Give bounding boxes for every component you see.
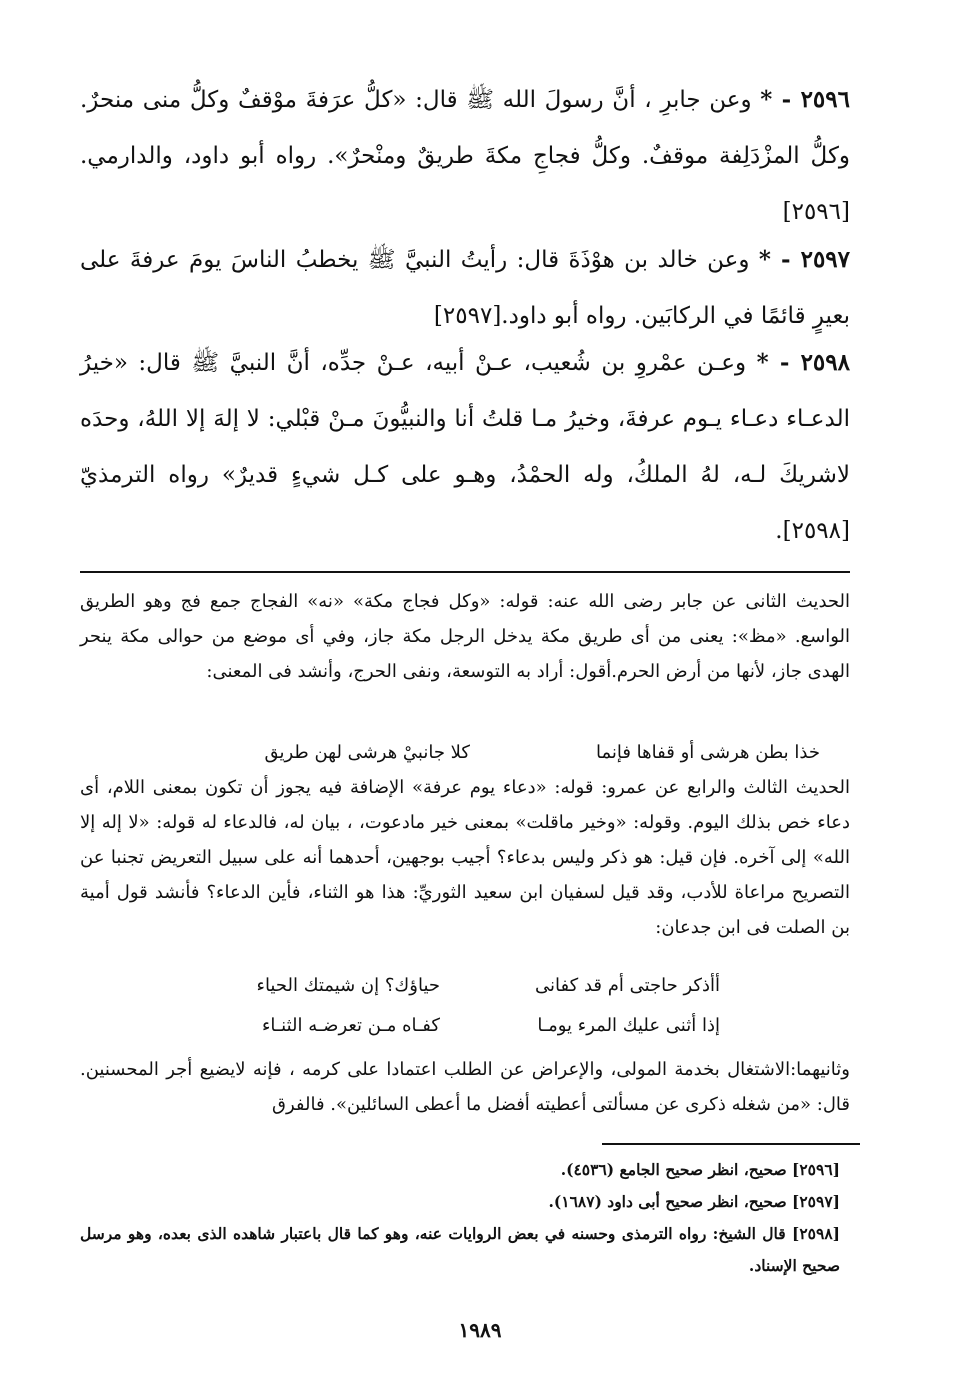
- footnote-2597: [٢٥٩٧] صحيح، انظر صحيح أبى داود (١٦٨٧).: [548, 1192, 840, 1211]
- footnote-divider: [602, 1143, 860, 1145]
- hadith-2598: [80, 335, 850, 559]
- verse-1-second-hemistich: كلا جانبيْ هرشى لهن طريق: [264, 742, 470, 763]
- hadith-text: وعن جابرِ ، أنَّ رسولَ الله ﷺ قال: «كلُّ عرَفةَ موْقفٌ وكلُّ منى منحرٌ. وكلُّ المزْدَلِفة موقفٌ. وكلُّ فجاجِ مكةَ طريقٌ ومنْحرٌ». رواه أبو داود، والدارمي.[٢٥٩٦]: [80, 87, 850, 225]
- verse-1-first-hemistich: خذا بطن هرشى أو قفاها فإنما: [595, 742, 820, 763]
- hadith-text: وعـن عمْروِ بن شُعيب، عـنْ أبيه، عـنْ جدِّه، أنَّ النبيَّ ﷺ قال: «خيرُ الدعـاء دعـاء يـوم عرفةَ، وخيرُ مـا قلتُ أنا والنبيُّونَ مـنْ قبْلي: لا إلهَ إلا اللهُ، وحدَه لاشريكَ لـه، لهُ الملكُ، وله الحمْدُ، وهـو على كـل شيءٍ قديرٌ» رواه الترمذيّ [٢٥٩٨].: [80, 350, 850, 544]
- verse-3-second-hemistich: كفـاه مـن تعرضـه الثنـاء: [261, 1015, 440, 1036]
- footnote-2598: [٢٥٩٨] قال الشيخ: رواه الترمذى وحسنه في بعض الروايات عنه، وهو كما قال باعتبار شاهده الذى بعده، وهو مرسل صحيح الإسناد.: [80, 1224, 840, 1275]
- hadith-number: ٢٥٩٨ - *: [756, 349, 850, 376]
- hadith-number: ٢٥٩٧ - *: [758, 246, 851, 273]
- hadith-2596: [80, 72, 850, 240]
- verse-2-second-hemistich: حياؤك؟ إن شيمتك الحياء: [256, 975, 440, 996]
- hadith-number: ٢٥٩٦ - *: [760, 86, 850, 113]
- verse-2-first-hemistich: أأذكر حاجتى أم قد كفانى: [535, 975, 720, 996]
- hadith-2597: [80, 232, 850, 344]
- page-number: ١٩٨٩: [458, 1318, 502, 1342]
- verse-3-first-hemistich: إذا أثنى عليك المرء يومـا: [537, 1015, 720, 1036]
- commentary-divider: [80, 571, 850, 573]
- hadith-text: وعن خالد بن هوْذَةَ قال: رأيتُ النبيَّ ﷺ يخطبُ الناسَ يومَ عرفةَ على بعيرٍ قائمًا في الركابَين. رواه أبو داود.[٢٥٩٧]: [80, 247, 850, 329]
- footnote-2596: [٢٥٩٦] صحيح، انظر صحيح الجامع (٤٥٣٦).: [560, 1160, 840, 1179]
- commentary-paragraph-1: الحديث الثانى عن جابر رضى الله عنه: قوله: «وكل فجاج مكة» «نه» الفجاج جمع فج وهو الطريق الواسع. «مظ»: يعنى من أى طريق مكة يدخل الرجل مكة جاز، وفي أى موضع من حوالى مكة ينحر الهدى جاز، لأنها من أرض الحرم.أقول: أراد به التوسعة، ونفى الحرج، وأنشد فى المعنى:: [80, 591, 850, 682]
- commentary-paragraph-3: وثانيهما:الاشتغال بخدمة المولى، والإعراض عن الطلب اعتمادا على كرمه ، فإنه لايضيع أجر المحسنين. قال: «من شغله ذكرى عن مسألتى أعطيته أفضل ما أعطى السائلين». فالفرق: [80, 1059, 850, 1115]
- commentary-paragraph-2: الحديث الثالث والرابع عن عمرو: قوله: «دعاء يوم عرفة» الإضافة فيه يجوز أن تكون بمعنى اللام، أى دعاء خص بذلك اليوم. وقوله: «وخير ماقلت» بمعنى خير مادعوت، ، بيان له، فالدعاء له قوله: «لا إله إلا الله» إلى آخره. فإن قيل: هو ذكر وليس بدعاء؟ أجيب بوجهين، أحدهما أنه على سبيل التعريض تجنبا عن التصريح مراعاة للأدب، وقد قيل لسفيان ابن سعيد الثوريِّ: هذا هو الثناء، فأين الدعاء؟ فأنشد قول أمية بن الصلت فى ابن جدعان:: [80, 777, 850, 938]
